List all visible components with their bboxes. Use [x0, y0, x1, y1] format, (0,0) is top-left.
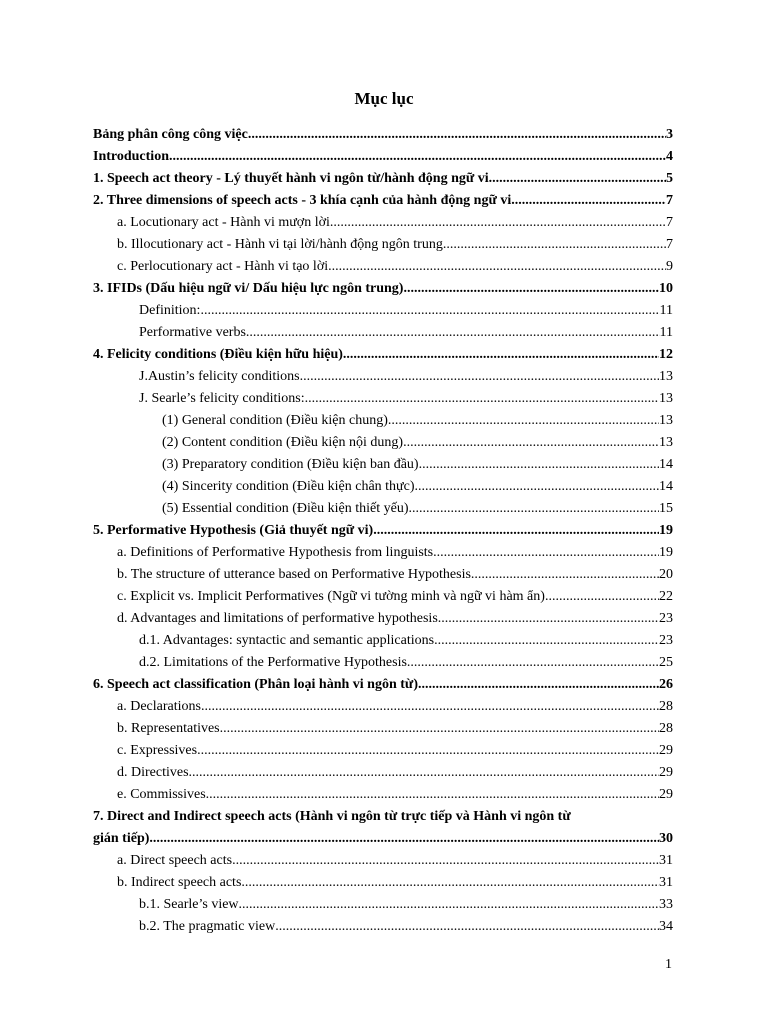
toc-entry-page: 12	[659, 347, 673, 362]
toc-entry-label: b.1. Searle’s view	[139, 897, 239, 912]
toc-entry[interactable]	[0, 608, 768, 630]
toc-entry-label: a. Direct speech acts	[117, 853, 233, 868]
toc-entry[interactable]	[0, 300, 768, 322]
toc-entry[interactable]	[0, 630, 768, 652]
toc-dot-leader	[201, 696, 659, 718]
toc-dot-leader	[415, 476, 659, 498]
toc-entry[interactable]	[0, 366, 768, 388]
toc-entry[interactable]	[0, 542, 768, 564]
toc-entry-page: 19	[659, 545, 673, 560]
page-title: Mục lục	[354, 89, 414, 108]
toc-entry-page: 29	[659, 787, 673, 802]
toc-entry-label: Performative verbs	[139, 325, 246, 340]
toc-dot-leader	[248, 124, 666, 146]
toc-entry-label: Definition:	[139, 303, 201, 318]
toc-dot-leader	[511, 190, 666, 212]
toc-entry[interactable]	[0, 806, 768, 850]
toc-entry-label: a. Locutionary act - Hành vi mượn lời	[117, 215, 330, 230]
toc-entry[interactable]	[0, 278, 768, 300]
toc-dot-leader	[438, 608, 659, 630]
toc-entry-page: 28	[659, 721, 673, 736]
toc-entry-label: d. Advantages and limitations of performative hypothesis	[117, 611, 438, 626]
toc-dot-leader	[305, 388, 659, 410]
toc-entry-page: 29	[659, 765, 673, 780]
toc-dot-leader	[418, 674, 659, 696]
toc-entry[interactable]	[0, 344, 768, 366]
toc-entry-page: 26	[659, 677, 673, 692]
toc-entry-page: 28	[659, 699, 673, 714]
toc-entry-label: (2) Content condition (Điều kiện nội dung)	[162, 435, 404, 450]
toc-entry[interactable]	[0, 916, 768, 938]
toc-dot-leader	[403, 278, 659, 300]
toc-entry-page: 7	[666, 215, 673, 230]
toc-entry-page: 31	[659, 853, 673, 868]
toc-entry-page: 7	[666, 193, 673, 208]
toc-entry-label: b.2. The pragmatic view	[139, 919, 276, 934]
toc-entry[interactable]	[0, 894, 768, 916]
toc-entry-label: J.Austin’s felicity conditions	[139, 369, 300, 384]
toc-entry[interactable]	[0, 652, 768, 674]
toc-entry[interactable]	[0, 410, 768, 432]
toc-entry[interactable]	[0, 234, 768, 256]
toc-entry-label: 2. Three dimensions of speech acts - 3 khía cạnh của hành động ngữ vi	[93, 193, 512, 208]
toc-entry[interactable]	[0, 454, 768, 476]
toc-entry[interactable]	[0, 872, 768, 894]
toc-entry[interactable]	[0, 256, 768, 278]
toc-dot-leader	[545, 586, 659, 608]
toc-entry-label: c. Perlocutionary act - Hành vi tạo lời	[117, 259, 329, 274]
toc-entry-label: a. Definitions of Performative Hypothesis from linguists	[117, 545, 434, 560]
toc-dot-leader	[246, 322, 660, 344]
toc-entry-label: (1) General condition (Điều kiện chung)	[162, 413, 388, 428]
toc-entry-page: 11	[659, 325, 673, 340]
toc-entry-label: d. Directives	[117, 765, 189, 780]
toc-entry-label: (4) Sincerity condition (Điều kiện chân thực)	[162, 479, 415, 494]
toc-dot-leader	[200, 300, 659, 322]
toc-entry[interactable]	[0, 718, 768, 740]
toc-entry-page: 30	[659, 831, 673, 846]
toc-entry-label-continued: gián tiếp)	[93, 831, 150, 846]
toc-entry-page: 13	[659, 369, 673, 384]
toc-entry[interactable]	[0, 388, 768, 410]
toc-entry[interactable]	[0, 146, 768, 168]
toc-entry-label: 1. Speech act theory - Lý thuyết hành vi ngôn từ/hành động ngữ vi	[93, 171, 489, 186]
toc-entry-page: 5	[666, 171, 673, 186]
toc-entry-page: 22	[659, 589, 673, 604]
toc-dot-leader	[489, 168, 666, 190]
toc-entry[interactable]	[0, 190, 768, 212]
toc-entry[interactable]	[0, 674, 768, 696]
toc-entry[interactable]	[0, 850, 768, 872]
toc-entry-label: (5) Essential condition (Điều kiện thiết yếu)	[162, 501, 409, 516]
toc-entry-label: b. Indirect speech acts	[117, 875, 242, 890]
toc-entry-page: 13	[659, 391, 673, 406]
toc-entry-page: 9	[666, 259, 673, 274]
toc-dot-leader	[407, 652, 659, 674]
toc-entry-label: 5. Performative Hypothesis (Giả thuyết ngữ vi)	[93, 523, 374, 538]
toc-dot-leader	[409, 498, 660, 520]
toc-entry-label: 3. IFIDs (Dấu hiệu ngữ vi/ Dấu hiệu lực ngôn trung)	[93, 281, 404, 296]
toc-entry-label: Introduction	[93, 149, 169, 164]
toc-dot-leader	[149, 828, 659, 850]
toc-entry[interactable]	[0, 762, 768, 784]
toc-dot-leader	[434, 630, 659, 652]
toc-entry-page: 31	[659, 875, 673, 890]
toc-dot-leader	[403, 432, 659, 454]
toc-entry-label: J. Searle’s felicity conditions:	[139, 391, 305, 406]
toc-entry[interactable]	[0, 564, 768, 586]
toc-entry-page: 14	[659, 457, 673, 472]
toc-dot-leader	[373, 520, 659, 542]
toc-entry-page: 20	[659, 567, 673, 582]
toc-entry-label: Bảng phân công công việc	[93, 127, 248, 142]
toc-entry-label: b. The structure of utterance based on Performative Hypothesis	[117, 567, 471, 582]
toc-entry-label: (3) Preparatory condition (Điều kiện ban đầu)	[162, 457, 419, 472]
toc-dot-leader	[197, 740, 659, 762]
toc-entry[interactable]	[0, 784, 768, 806]
toc-dot-leader	[330, 212, 666, 234]
toc-entry-label: c. Explicit vs. Implicit Performatives (Ngữ vi tường minh và ngữ vi hàm ẩn)	[117, 589, 545, 604]
toc-dot-leader	[275, 916, 659, 938]
toc-entry[interactable]	[0, 586, 768, 608]
toc-entry[interactable]	[0, 212, 768, 234]
toc-entry[interactable]	[0, 696, 768, 718]
toc-entry[interactable]	[0, 322, 768, 344]
page-number: 1	[665, 957, 672, 972]
toc-dot-leader	[232, 850, 659, 872]
toc-entry-label: b. Illocutionary act - Hành vi tại lời/hành động ngôn trung	[117, 237, 443, 252]
toc-entry-label: e. Commissives	[117, 787, 206, 802]
toc-dot-leader	[300, 366, 659, 388]
toc-dot-leader	[169, 146, 666, 168]
toc-entry-page: 3	[666, 127, 673, 142]
toc-entry-label: b. Representatives	[117, 721, 220, 736]
toc-entry[interactable]	[0, 432, 768, 454]
toc-dot-leader	[343, 344, 659, 366]
toc-entry-label: 4. Felicity conditions (Điều kiện hữu hiệu)	[93, 347, 343, 362]
toc-dot-leader	[433, 542, 659, 564]
toc-entry-page: 15	[659, 501, 673, 516]
toc-entry[interactable]	[0, 520, 768, 542]
toc-entry-page: 23	[659, 633, 673, 648]
toc-entry-label: d.1. Advantages: syntactic and semantic applications	[139, 633, 435, 648]
toc-entry-label: d.2. Limitations of the Performative Hypothesis	[139, 655, 407, 670]
toc-entry-page: 33	[659, 897, 673, 912]
toc-entry-page: 14	[659, 479, 673, 494]
toc-entry[interactable]	[0, 168, 768, 190]
toc-dot-leader	[239, 894, 659, 916]
toc-entry-label: a. Declarations	[117, 699, 201, 714]
toc-entry-page: 23	[659, 611, 673, 626]
toc-entry-page: 13	[659, 435, 673, 450]
toc-entry[interactable]	[0, 498, 768, 520]
toc-entry-page: 19	[659, 523, 673, 538]
toc-entry-page: 7	[666, 237, 673, 252]
toc-entry-page: 29	[659, 743, 673, 758]
toc-entry-page: 10	[659, 281, 673, 296]
toc-entry-page: 11	[659, 303, 673, 318]
toc-entry[interactable]	[0, 740, 768, 762]
toc-entry-page: 4	[666, 149, 673, 164]
toc-entry-label: c. Expressives	[117, 743, 198, 758]
toc-dot-leader	[471, 564, 659, 586]
toc-dot-leader	[328, 256, 666, 278]
toc-entry[interactable]	[0, 476, 768, 498]
toc-dot-leader	[220, 718, 659, 740]
toc-dot-leader	[443, 234, 666, 256]
toc-dot-leader	[241, 872, 659, 894]
toc-entry-label: 6. Speech act classification (Phân loại hành vi ngôn từ)	[93, 677, 418, 692]
toc-entry[interactable]	[0, 124, 768, 146]
toc-entry-page: 25	[659, 655, 673, 670]
toc-entry-page: 34	[659, 919, 673, 934]
toc-dot-leader	[419, 454, 659, 476]
toc-entry-page: 13	[659, 413, 673, 428]
toc-dot-leader	[189, 762, 659, 784]
toc-entry-label: 7. Direct and Indirect speech acts (Hành vi ngôn từ trực tiếp và Hành vi ngôn từ	[93, 809, 571, 824]
toc-dot-leader	[388, 410, 659, 432]
toc-dot-leader	[206, 784, 659, 806]
